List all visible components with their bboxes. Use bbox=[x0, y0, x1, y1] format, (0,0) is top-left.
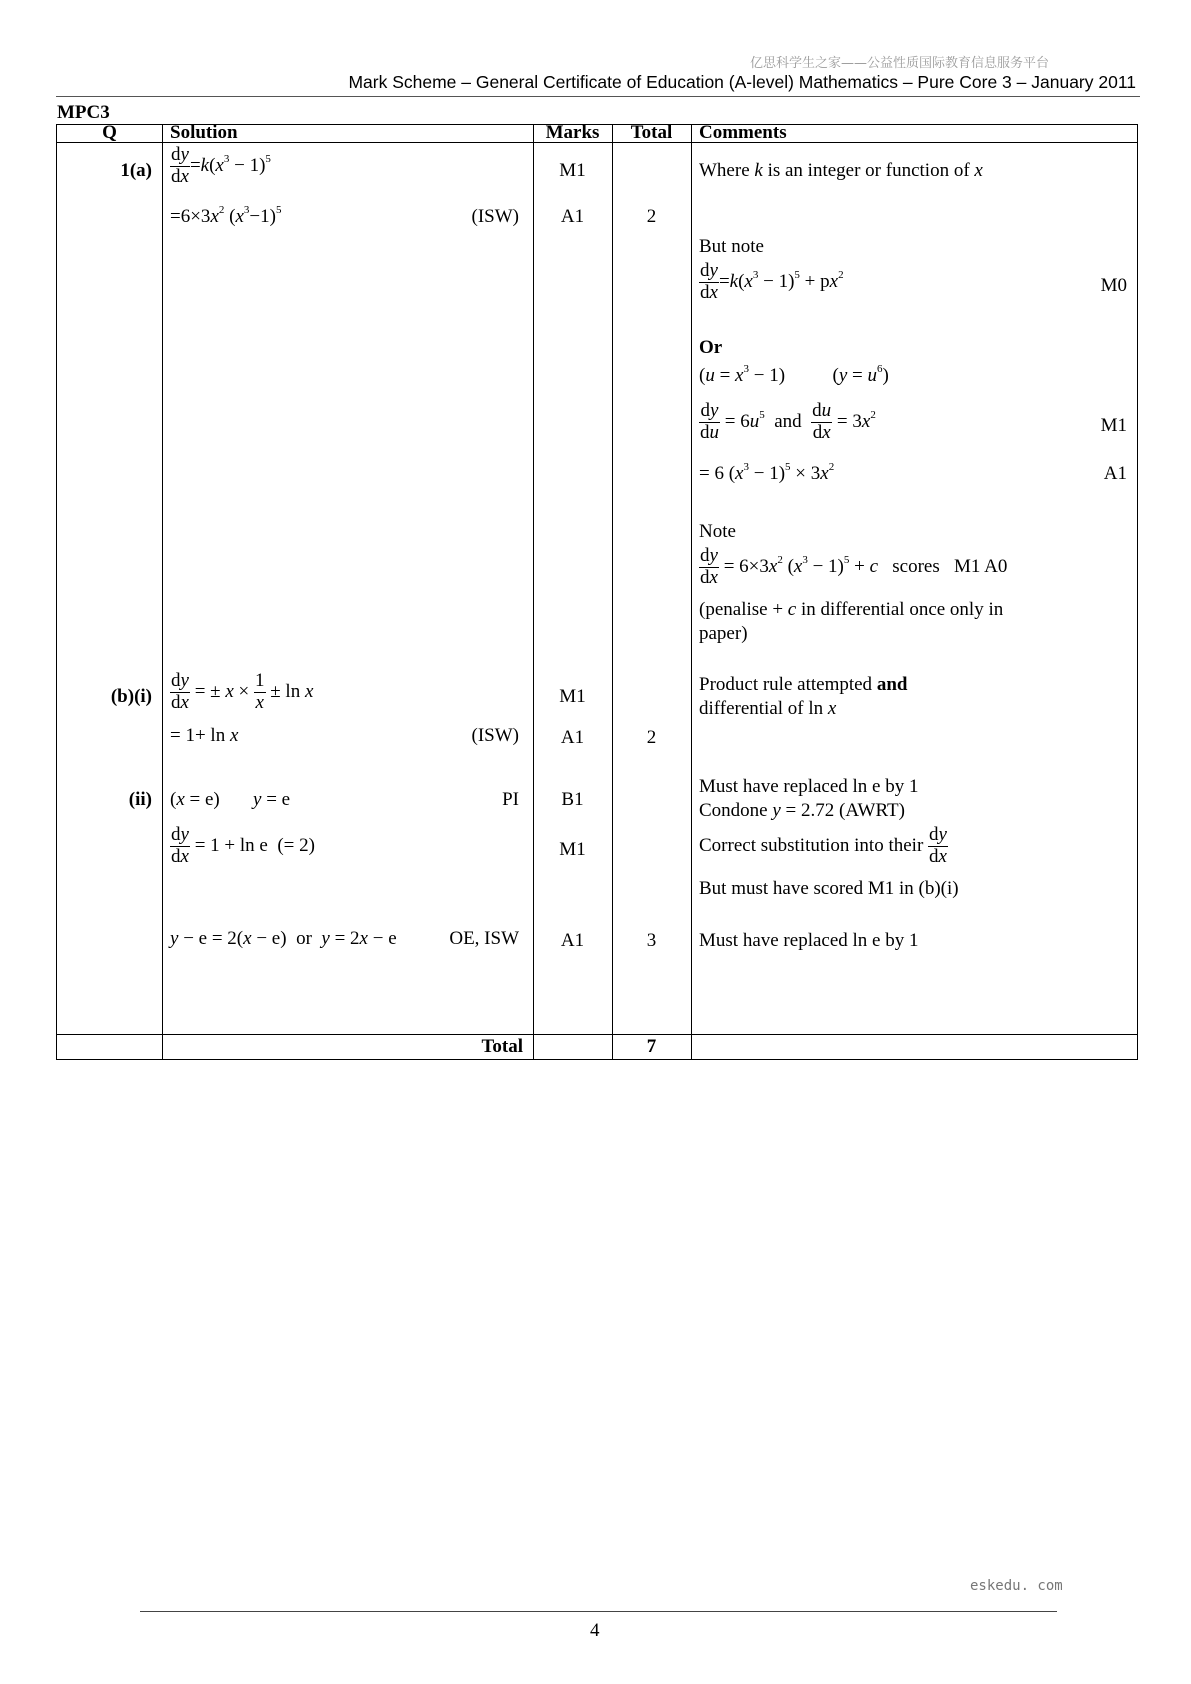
total-1bii: 3 bbox=[646, 930, 657, 951]
comment-1a-chain: $\frac{dy}{du}$ = $6u^5$ and $\frac{du}{dx}$ = $3x^2$ bbox=[700, 400, 876, 443]
comment-1a-substitution: $(u = x^3 - 1)$ $(y = u^6)$ bbox=[699, 363, 889, 386]
solution-1bii-line1: (x = e) y = e bbox=[170, 789, 291, 810]
isw-1a: (ISW) bbox=[471, 206, 519, 227]
col-header-solution: Solution bbox=[170, 122, 238, 143]
comment-1a-penalise: (penalise + c in differential once only in bbox=[699, 599, 1004, 620]
mark-1bii-b1: B1 bbox=[561, 789, 584, 810]
col-header-total: Total bbox=[630, 122, 673, 143]
comment-1a-penalise-cont: paper) bbox=[699, 623, 748, 644]
mark-1bii-m1: M1 bbox=[559, 839, 586, 860]
isw-1bi: (ISW) bbox=[471, 725, 519, 746]
header-rule bbox=[56, 96, 1140, 97]
col-divider bbox=[691, 125, 692, 1059]
comment-1bii-line2: Condone y = 2.72 (AWRT) bbox=[699, 800, 905, 821]
comment-1a-note-formula: $\frac{dy}{dx}$ = $6\times 3x^2$ $(x^3 - 1)^5 + c$ scores M1 A0 bbox=[700, 545, 1008, 588]
mark-1a-a1: A1 bbox=[560, 206, 585, 227]
comment-1a-but-note: But note bbox=[699, 236, 764, 257]
comment-1bii-line5: Must have replaced ln e by 1 bbox=[699, 930, 919, 951]
mark-1bi-a1: A1 bbox=[560, 727, 585, 748]
site-watermark: eskedu. com bbox=[970, 1578, 1063, 1594]
col-header-q: Q bbox=[102, 122, 117, 143]
total-row-value: 7 bbox=[646, 1036, 657, 1057]
oe-isw-1bii: OE, ISW bbox=[449, 928, 519, 949]
comment-1bii-line3: Correct substitution into their $\frac{dy}{dx}$ bbox=[699, 824, 947, 867]
comment-1a-result: = 6 $(x^3 - 1)^5 \times 3x^2$ bbox=[699, 461, 835, 484]
comment-1a-note: Note bbox=[699, 521, 736, 542]
mark-scheme-table bbox=[56, 124, 1138, 1060]
comment-1bi-line1: Product rule attempted and bbox=[699, 674, 908, 695]
page-number: 4 bbox=[590, 1620, 600, 1641]
comment-1a-a1: A1 bbox=[1103, 463, 1127, 484]
page-header-title: Mark Scheme – General Certificate of Education (A-level) Mathematics – Pure Core 3 – January 2011 bbox=[348, 72, 1136, 92]
comment-1a-m0: M0 bbox=[1100, 275, 1127, 296]
solution-1a-line2: $=6\times 3x^2$ $(x^3-1)^5$ bbox=[170, 204, 282, 227]
col-header-comments: Comments bbox=[699, 122, 787, 143]
pi-1bii: PI bbox=[502, 789, 519, 810]
solution-1a-line1: $\frac{dy}{dx}$ $=k(x^3 - 1)^5$ bbox=[171, 144, 271, 187]
comment-1a-m1: M1 bbox=[1100, 415, 1127, 436]
mark-1bi-m1: M1 bbox=[559, 686, 586, 707]
footer-rule bbox=[140, 1611, 1057, 1612]
comment-1a-formula-m0: $\frac{dy}{dx}$ $=k(x^3 - 1)^5 + px^2$ bbox=[700, 260, 844, 303]
col-header-marks: Marks bbox=[545, 122, 600, 143]
watermark: 亿思科学生之家——公益性质国际教育信息服务平台 bbox=[749, 56, 1049, 71]
col-divider bbox=[612, 125, 613, 1059]
solution-1bi-line1: $\frac{dy}{dx}$ = ± x × $\frac{1}{x}$ ± ln x bbox=[171, 670, 314, 713]
col-divider bbox=[533, 125, 534, 1059]
question-label-1bii: (ii) bbox=[128, 789, 152, 810]
total-row-label: Total bbox=[481, 1036, 523, 1057]
total-1bi: 2 bbox=[646, 727, 657, 748]
total-row-divider bbox=[57, 1034, 1137, 1035]
question-label-1bi: (b)(i) bbox=[110, 686, 152, 707]
comment-1bii-line1: Must have replaced ln e by 1 bbox=[699, 776, 919, 797]
mark-1a-m1: M1 bbox=[559, 160, 586, 181]
total-1a: 2 bbox=[646, 206, 657, 227]
solution-1bii-line2: $\frac{dy}{dx}$ = 1 + ln e (= 2) bbox=[171, 824, 315, 867]
question-label-1a: 1(a) bbox=[120, 160, 152, 181]
solution-1bi-line2: = 1+ ln x bbox=[170, 725, 239, 746]
solution-1bii-line3: y − e = 2(x − e) or y = 2x − e bbox=[170, 928, 397, 949]
mark-1bii-a1: A1 bbox=[560, 930, 585, 951]
col-divider bbox=[162, 125, 163, 1059]
paper-code: MPC3 bbox=[57, 102, 110, 123]
comment-1a-or: Or bbox=[699, 337, 723, 358]
comment-1bi-line2: differential of ln x bbox=[699, 698, 837, 719]
comment-1bii-line4: But must have scored M1 in (b)(i) bbox=[699, 878, 959, 899]
comment-1a-where: Where k is an integer or function of x bbox=[699, 160, 983, 181]
